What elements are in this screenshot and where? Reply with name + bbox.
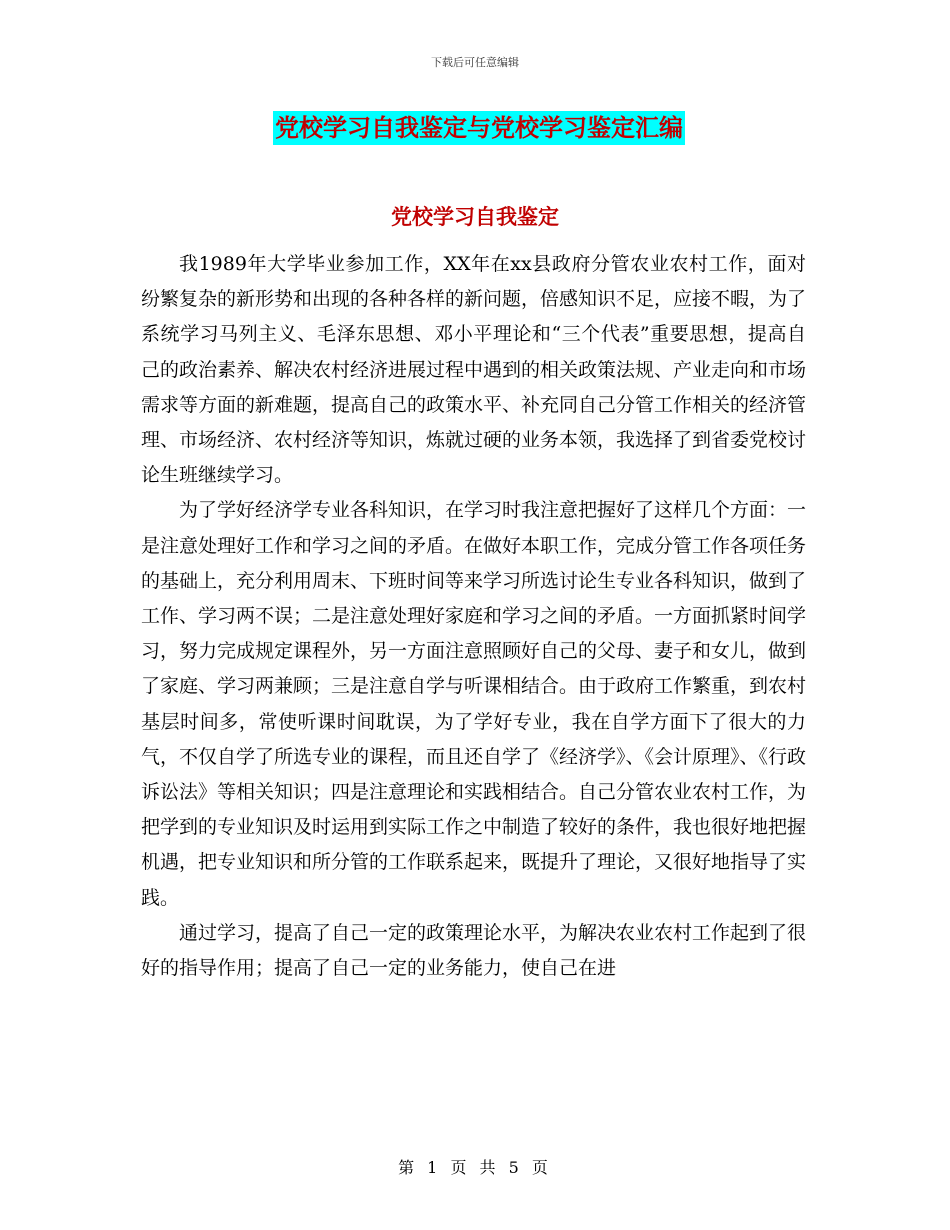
page-footer-indicator: 第 1 页 共 5 页 bbox=[398, 1158, 552, 1177]
body-paragraph: 我1989年大学毕业参加工作，XX年在xx县政府分管农业农村工作，面对纷繁复杂的新形势和出现的各种各样的新问题，倍感知识不足，应接不暇，为了系统学习马列主义、毛泽东思想、邓小平理论和“三个代表”重要思想，提高自己的政治素养、解决农村经济进展过程中遇到的相关政策法规、产业走向和市场需求等方面的新难题，提高自己的政策水平、补充同自己分管工作相关的经济管理、市场经济、农村经济等知识，炼就过硬的业务本领，我选择了到省委党校讨论生班继续学习。 bbox=[141, 253, 807, 487]
body-paragraph: 为了学好经济学专业各科知识，在学习时我注意把握好了这样几个方面：一是注意处理好工作和学习之间的矛盾。在做好本职工作，完成分管工作各项任务的基础上，充分利用周末、下班时间等来学习所选讨论生专业各科知识，做到了工作、学习两不误；二是注意处理好家庭和学习之间的矛盾。一方面抓紧时间学习，努力完成规定课程外，另一方面注意照顾好自己的父母、妻子和女儿，做到了家庭、学习两兼顾；三是注意自学与听课相结合。由于政府工作繁重，到农村基层时间多，常使听课时间耽误，为了学好专业，我在自学方面下了很大的力气，不仅自学了所选专业的课程，而且还自学了《经济学》、《会计原理》、《行政诉讼法》等相关知识；四是注意理论和实践相结合。自己分管农业农村工作，为把学到的专业知识及时运用到实际工作之中制造了较好的条件，我也很好地把握机遇，把专业知识和所分管的工作联系起来，既提升了理论，又很好地指导了实践。 bbox=[141, 499, 807, 909]
document-body bbox=[141, 247, 806, 986]
body-paragraph: 通过学习，提高了自己一定的政策理论水平，为解决农业农村工作起到了很好的指导作用；提高了自己一定的业务能力，使自己在进 bbox=[141, 921, 807, 980]
section-title: 党校学习自我鉴定 bbox=[391, 204, 559, 229]
document-title: 党校学习自我鉴定与党校学习鉴定汇编 bbox=[273, 111, 685, 145]
page-header-note: 下载后可任意编辑 bbox=[431, 56, 519, 69]
